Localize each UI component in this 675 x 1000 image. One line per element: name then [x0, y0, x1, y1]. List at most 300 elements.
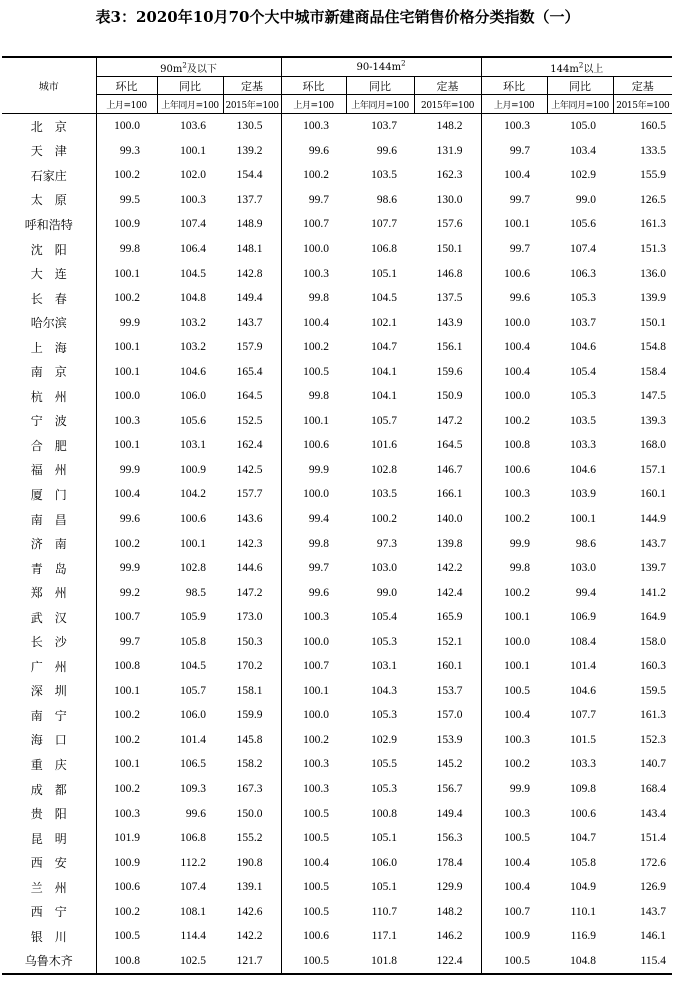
index-value-cell: 107.7 [371, 218, 398, 231]
index-value-cell: 105.4 [570, 365, 597, 378]
index-value-cell: 155.9 [640, 169, 667, 182]
index-value-cell: 99.8 [119, 243, 140, 255]
index-value-cell: 100.3 [303, 783, 330, 796]
city-name-cell: 天 津 [2, 139, 96, 164]
city-name-cell: 青 岛 [2, 556, 96, 581]
table-row [2, 556, 672, 581]
table-row [2, 384, 672, 409]
index-value-cell: 150.1 [414, 237, 481, 262]
index-value-cell: 100.9 [180, 463, 206, 476]
city-name-cell: 上 海 [2, 335, 96, 360]
index-value-cell: 100.0 [303, 488, 330, 501]
index-value-cell: 145.2 [414, 752, 481, 777]
index-value-cell: 158.0 [640, 635, 667, 648]
index-value-cell: 143.4 [640, 807, 667, 820]
index-value-cell: 109.8 [570, 783, 597, 796]
index-value-cell: 139.2 [223, 139, 281, 164]
index-value-cell: 142.6 [223, 900, 281, 925]
base-header-last-month: 上月=100 [281, 95, 346, 114]
metric-header-mom: 环比 [281, 77, 346, 95]
table-row [2, 359, 672, 384]
index-value-cell: 126.5 [640, 193, 667, 206]
index-value-cell: 100.0 [114, 120, 140, 133]
index-value-cell: 99.5 [119, 193, 140, 206]
index-value-cell: 129.9 [414, 875, 481, 900]
index-value-cell: 142.5 [223, 458, 281, 483]
metric-header-yoy: 同比 [157, 77, 223, 95]
index-value-cell: 101.9 [114, 832, 140, 845]
index-value-cell: 104.6 [570, 684, 597, 697]
table-row [2, 875, 672, 900]
index-value-cell: 104.1 [371, 390, 398, 403]
index-value-cell: 100.2 [303, 341, 330, 354]
index-value-cell: 100.3 [114, 807, 140, 820]
index-value-cell: 98.6 [575, 537, 597, 550]
index-value-cell: 104.9 [570, 881, 597, 894]
index-value-cell: 99.6 [185, 807, 206, 820]
index-value-cell: 157.6 [414, 212, 481, 237]
city-name-cell: 长 沙 [2, 629, 96, 654]
index-value-cell: 160.5 [640, 120, 667, 133]
index-value-cell: 98.6 [376, 193, 398, 206]
index-value-cell: 104.6 [570, 463, 597, 476]
index-value-cell: 107.4 [570, 243, 597, 255]
index-value-cell: 100.4 [504, 709, 531, 722]
group-header-small: $90m^2$及以下 [96, 57, 281, 77]
index-value-cell: 178.4 [414, 850, 481, 875]
index-value-cell: 152.5 [223, 409, 281, 434]
index-value-cell: 100.1 [114, 341, 140, 354]
index-value-cell: 158.4 [640, 365, 667, 378]
index-value-cell: 160.3 [640, 660, 667, 673]
index-value-cell: 157.1 [640, 463, 667, 476]
index-value-cell: 168.0 [640, 439, 667, 452]
city-name-cell: 宁 波 [2, 409, 96, 434]
index-value-cell: 105.3 [371, 783, 398, 796]
index-value-cell: 100.4 [303, 316, 330, 329]
index-value-cell: 146.2 [414, 924, 481, 949]
city-name-cell: 合 肥 [2, 433, 96, 458]
table-row [2, 163, 672, 188]
index-value-cell: 107.4 [180, 218, 206, 231]
city-name-cell: 厦 门 [2, 482, 96, 507]
index-value-cell: 99.6 [509, 292, 531, 305]
index-value-cell: 105.9 [180, 611, 206, 624]
index-value-cell: 106.8 [371, 243, 398, 255]
index-value-cell: 146.7 [414, 458, 481, 483]
index-value-cell: 100.7 [114, 611, 140, 624]
index-value-cell: 103.6 [180, 120, 206, 133]
table-body [2, 114, 672, 975]
index-value-cell: 156.3 [414, 826, 481, 851]
index-value-cell: 164.9 [640, 611, 667, 624]
base-header-2015: 2015年=100 [414, 95, 481, 114]
index-value-cell: 140.0 [414, 507, 481, 532]
city-name-cell: 昆 明 [2, 826, 96, 851]
city-column-header: 城市 [2, 57, 96, 114]
metric-header-fixed: 定基 [613, 77, 672, 95]
index-value-cell: 100.1 [114, 684, 140, 697]
table-row [2, 188, 672, 213]
index-value-cell: 100.0 [114, 390, 140, 403]
base-header-last-year: 上年同月=100 [547, 95, 613, 114]
index-value-cell: 100.2 [114, 169, 140, 182]
index-value-cell: 98.5 [185, 586, 206, 599]
index-value-cell: 103.5 [570, 414, 597, 427]
index-value-cell: 99.0 [575, 193, 597, 206]
index-value-cell: 108.4 [570, 635, 597, 648]
index-value-cell: 105.3 [570, 292, 597, 305]
header-row-bases [2, 95, 672, 114]
index-value-cell: 116.9 [570, 930, 597, 943]
index-value-cell: 103.1 [180, 439, 206, 452]
index-value-cell: 153.7 [414, 679, 481, 704]
index-value-cell: 142.2 [223, 924, 281, 949]
index-value-cell: 106.4 [180, 243, 206, 255]
index-value-cell: 100.6 [303, 930, 330, 943]
index-value-cell: 155.2 [223, 826, 281, 851]
index-value-cell: 99.7 [308, 562, 330, 575]
index-value-cell: 126.9 [640, 881, 667, 894]
index-value-cell: 108.1 [180, 905, 206, 918]
index-value-cell: 104.2 [180, 488, 206, 501]
table-row [2, 728, 672, 753]
index-value-cell: 143.7 [223, 310, 281, 335]
index-value-cell: 142.8 [223, 261, 281, 286]
index-value-cell: 100.3 [303, 758, 330, 771]
index-value-cell: 136.0 [640, 267, 667, 280]
index-value-cell: 99.9 [119, 316, 140, 329]
index-value-cell: 165.4 [223, 359, 281, 384]
index-value-cell: 104.8 [180, 292, 206, 305]
index-value-cell: 102.1 [371, 316, 398, 329]
table-row [2, 924, 672, 949]
city-name-cell: 广 州 [2, 654, 96, 679]
index-value-cell: 106.0 [180, 709, 206, 722]
city-name-cell: 南 昌 [2, 507, 96, 532]
metric-header-mom: 环比 [481, 77, 547, 95]
base-header-last-year: 上年同月=100 [346, 95, 414, 114]
index-value-cell: 106.0 [180, 390, 206, 403]
index-value-cell: 100.4 [504, 881, 531, 894]
index-value-cell: 164.5 [223, 384, 281, 409]
table-row [2, 507, 672, 532]
table-row [2, 261, 672, 286]
table-row [2, 531, 672, 556]
index-value-cell: 105.3 [570, 390, 597, 403]
index-value-cell: 142.4 [414, 580, 481, 605]
table-row [2, 458, 672, 483]
index-value-cell: 101.6 [371, 439, 398, 452]
index-value-cell: 158.2 [223, 752, 281, 777]
index-value-cell: 103.5 [371, 169, 398, 182]
index-value-cell: 100.2 [504, 414, 531, 427]
index-value-cell: 105.8 [180, 635, 206, 648]
city-name-cell: 兰 州 [2, 875, 96, 900]
index-value-cell: 148.2 [414, 900, 481, 925]
index-value-cell: 159.6 [414, 359, 481, 384]
index-value-cell: 139.9 [640, 292, 667, 305]
table-row [2, 826, 672, 851]
index-value-cell: 100.5 [481, 949, 547, 975]
index-value-cell: 148.2 [414, 114, 481, 139]
table-row [2, 433, 672, 458]
index-value-cell: 102.8 [371, 463, 398, 476]
index-value-cell: 114.4 [180, 930, 206, 943]
index-value-cell: 100.4 [504, 856, 531, 869]
index-value-cell: 103.7 [570, 316, 597, 329]
index-value-cell: 122.4 [414, 949, 481, 975]
metric-header-mom: 环比 [96, 77, 157, 95]
index-value-cell: 100.2 [114, 905, 140, 918]
index-value-cell: 150.0 [223, 801, 281, 826]
index-value-cell: 144.6 [223, 556, 281, 581]
index-value-cell: 145.8 [223, 728, 281, 753]
index-value-cell: 103.9 [570, 488, 597, 501]
index-value-cell: 100.1 [303, 684, 330, 697]
city-name-cell: 重 庆 [2, 752, 96, 777]
index-value-cell: 102.5 [157, 949, 223, 975]
index-value-cell: 107.4 [180, 881, 206, 894]
index-value-cell: 106.9 [570, 611, 597, 624]
index-value-cell: 99.4 [308, 513, 330, 526]
index-value-cell: 154.4 [223, 163, 281, 188]
index-value-cell: 103.0 [371, 562, 398, 575]
index-value-cell: 100.7 [504, 905, 531, 918]
index-value-cell: 100.6 [504, 463, 531, 476]
index-value-cell: 100.9 [114, 218, 140, 231]
index-value-cell: 117.1 [371, 930, 398, 943]
index-value-cell: 100.2 [114, 783, 140, 796]
index-value-cell: 99.8 [308, 390, 330, 403]
city-name-cell: 郑 州 [2, 580, 96, 605]
index-value-cell: 100.1 [114, 439, 140, 452]
index-value-cell: 161.3 [640, 218, 667, 231]
index-value-cell: 100.5 [114, 930, 140, 943]
index-value-cell: 158.1 [223, 679, 281, 704]
city-name-cell: 大 连 [2, 261, 96, 286]
index-value-cell: 159.9 [223, 703, 281, 728]
city-name-cell: 银 川 [2, 924, 96, 949]
index-value-cell: 139.3 [640, 414, 667, 427]
index-value-cell: 105.6 [570, 218, 597, 231]
index-value-cell: 131.9 [414, 139, 481, 164]
table-row [2, 605, 672, 630]
index-value-cell: 121.7 [223, 949, 281, 975]
index-value-cell: 99.9 [509, 537, 531, 550]
index-value-cell: 141.2 [640, 586, 667, 599]
table-row [2, 212, 672, 237]
city-name-cell: 济 南 [2, 531, 96, 556]
index-value-cell: 99.9 [509, 783, 531, 796]
city-name-cell: 沈 阳 [2, 237, 96, 262]
index-value-cell: 152.1 [414, 629, 481, 654]
index-value-cell: 105.7 [371, 414, 398, 427]
index-value-cell: 102.9 [371, 733, 398, 746]
index-value-cell: 100.2 [114, 733, 140, 746]
index-value-cell: 99.7 [509, 193, 531, 206]
index-value-cell: 104.6 [180, 365, 206, 378]
base-header-last-month: 上月=100 [481, 95, 547, 114]
index-value-cell: 100.5 [303, 905, 330, 918]
index-value-cell: 105.3 [371, 635, 398, 648]
index-value-cell: 100.2 [371, 513, 398, 526]
index-value-cell: 99.4 [575, 586, 597, 599]
index-value-cell: 137.7 [223, 188, 281, 213]
city-name-cell: 福 州 [2, 458, 96, 483]
index-value-cell: 165.9 [414, 605, 481, 630]
index-value-cell: 100.2 [114, 537, 140, 550]
index-value-cell: 139.7 [640, 562, 667, 575]
index-value-cell: 100.5 [303, 807, 330, 820]
table-row [2, 409, 672, 434]
index-value-cell: 100.1 [114, 267, 140, 280]
index-value-cell: 100.5 [281, 949, 346, 975]
index-value-cell: 104.1 [371, 365, 398, 378]
index-value-cell: 100.4 [114, 488, 140, 501]
index-value-cell: 100.5 [504, 832, 531, 845]
table-row [2, 335, 672, 360]
city-name-cell: 太 原 [2, 188, 96, 213]
index-value-cell: 103.2 [180, 316, 206, 329]
table-row [2, 703, 672, 728]
header-row-groups [2, 57, 672, 77]
index-value-cell: 100.3 [303, 120, 330, 133]
base-header-last-year: 上年同月=100 [157, 95, 223, 114]
index-value-cell: 104.5 [180, 267, 206, 280]
index-value-cell: 100.1 [303, 414, 330, 427]
index-value-cell: 153.9 [414, 728, 481, 753]
index-value-cell: 100.6 [303, 439, 330, 452]
index-value-cell: 106.8 [180, 832, 206, 845]
index-value-cell: 99.3 [119, 144, 140, 157]
index-value-cell: 100.0 [504, 635, 531, 648]
index-value-cell: 99.9 [119, 463, 140, 476]
index-value-cell: 106.5 [180, 758, 206, 771]
index-value-cell: 143.7 [640, 537, 667, 550]
table-row [2, 752, 672, 777]
index-value-cell: 105.5 [371, 758, 398, 771]
index-value-cell: 100.2 [114, 709, 140, 722]
base-header-2015: 2015年=100 [613, 95, 672, 114]
index-value-cell: 170.2 [223, 654, 281, 679]
table-row [2, 310, 672, 335]
index-value-cell: 100.6 [114, 881, 140, 894]
index-value-cell: 140.7 [640, 758, 667, 771]
index-value-cell: 100.3 [303, 611, 330, 624]
index-value-cell: 166.1 [414, 482, 481, 507]
index-value-cell: 100.5 [303, 881, 330, 894]
index-value-cell: 104.6 [570, 341, 597, 354]
index-value-cell: 100.0 [303, 243, 330, 255]
index-value-cell: 100.6 [570, 807, 597, 820]
city-name-cell: 杭 州 [2, 384, 96, 409]
index-value-cell: 100.3 [504, 807, 531, 820]
index-value-cell: 100.4 [303, 856, 330, 869]
metric-header-yoy: 同比 [346, 77, 414, 95]
index-value-cell: 99.7 [509, 144, 531, 157]
index-value-cell: 100.4 [504, 341, 531, 354]
index-value-cell: 156.7 [414, 777, 481, 802]
index-value-cell: 100.1 [180, 144, 206, 157]
index-value-cell: 151.4 [640, 832, 667, 845]
index-value-cell: 142.3 [223, 531, 281, 556]
index-value-cell: 106.0 [371, 856, 398, 869]
city-name-cell: 西 安 [2, 850, 96, 875]
index-value-cell: 99.7 [119, 635, 140, 648]
city-name-cell: 深 圳 [2, 679, 96, 704]
index-value-cell: 107.7 [570, 709, 597, 722]
index-value-cell: 99.6 [308, 586, 330, 599]
index-value-cell: 105.8 [570, 856, 597, 869]
index-value-cell: 100.1 [504, 218, 531, 231]
index-value-cell: 100.5 [303, 832, 330, 845]
table-row [2, 949, 672, 975]
index-value-cell: 130.0 [414, 188, 481, 213]
table-row [2, 482, 672, 507]
index-value-cell: 102.9 [570, 169, 597, 182]
table-row [2, 580, 672, 605]
metric-header-yoy: 同比 [547, 77, 613, 95]
index-value-cell: 159.5 [640, 684, 667, 697]
index-value-cell: 100.4 [504, 169, 531, 182]
index-value-cell: 150.1 [640, 316, 667, 329]
index-value-cell: 99.8 [509, 562, 531, 575]
city-name-cell: 海 口 [2, 728, 96, 753]
index-value-cell: 100.2 [303, 169, 330, 182]
index-value-cell: 143.6 [223, 507, 281, 532]
index-value-cell: 133.5 [640, 144, 667, 157]
index-value-cell: 105.6 [180, 414, 206, 427]
index-value-cell: 146.8 [414, 261, 481, 286]
index-value-cell: 100.1 [504, 660, 531, 673]
index-value-cell: 100.2 [504, 513, 531, 526]
city-name-cell: 南 京 [2, 359, 96, 384]
index-value-cell: 99.9 [119, 562, 140, 575]
index-value-cell: 109.3 [180, 783, 206, 796]
index-value-cell: 100.2 [114, 292, 140, 305]
index-value-cell: 143.9 [414, 310, 481, 335]
table-row [2, 801, 672, 826]
index-value-cell: 143.7 [640, 905, 667, 918]
index-value-cell: 112.2 [180, 856, 206, 869]
index-value-cell: 148.1 [223, 237, 281, 262]
index-value-cell: 99.8 [308, 292, 330, 305]
index-value-cell: 161.3 [640, 709, 667, 722]
city-name-cell: 长 春 [2, 286, 96, 311]
index-value-cell: 105.7 [180, 684, 206, 697]
index-value-cell: 104.5 [371, 292, 398, 305]
index-value-cell: 103.3 [570, 758, 597, 771]
index-value-cell: 101.5 [570, 733, 597, 746]
base-header-last-month: 上月=100 [96, 95, 157, 114]
city-name-cell: 成 都 [2, 777, 96, 802]
index-value-cell: 100.1 [504, 611, 531, 624]
index-value-cell: 103.1 [371, 660, 398, 673]
city-name-cell: 贵 阳 [2, 801, 96, 826]
index-value-cell: 164.5 [414, 433, 481, 458]
index-value-cell: 99.8 [308, 537, 330, 550]
city-name-cell: 哈尔滨 [2, 310, 96, 335]
index-value-cell: 103.7 [371, 120, 398, 133]
index-value-cell: 100.6 [504, 267, 531, 280]
index-value-cell: 100.2 [504, 586, 531, 599]
index-value-cell: 99.7 [308, 193, 330, 206]
index-value-cell: 100.7 [303, 660, 330, 673]
index-value-cell: 100.2 [504, 758, 531, 771]
index-value-cell: 104.7 [371, 341, 398, 354]
index-value-cell: 106.3 [570, 267, 597, 280]
